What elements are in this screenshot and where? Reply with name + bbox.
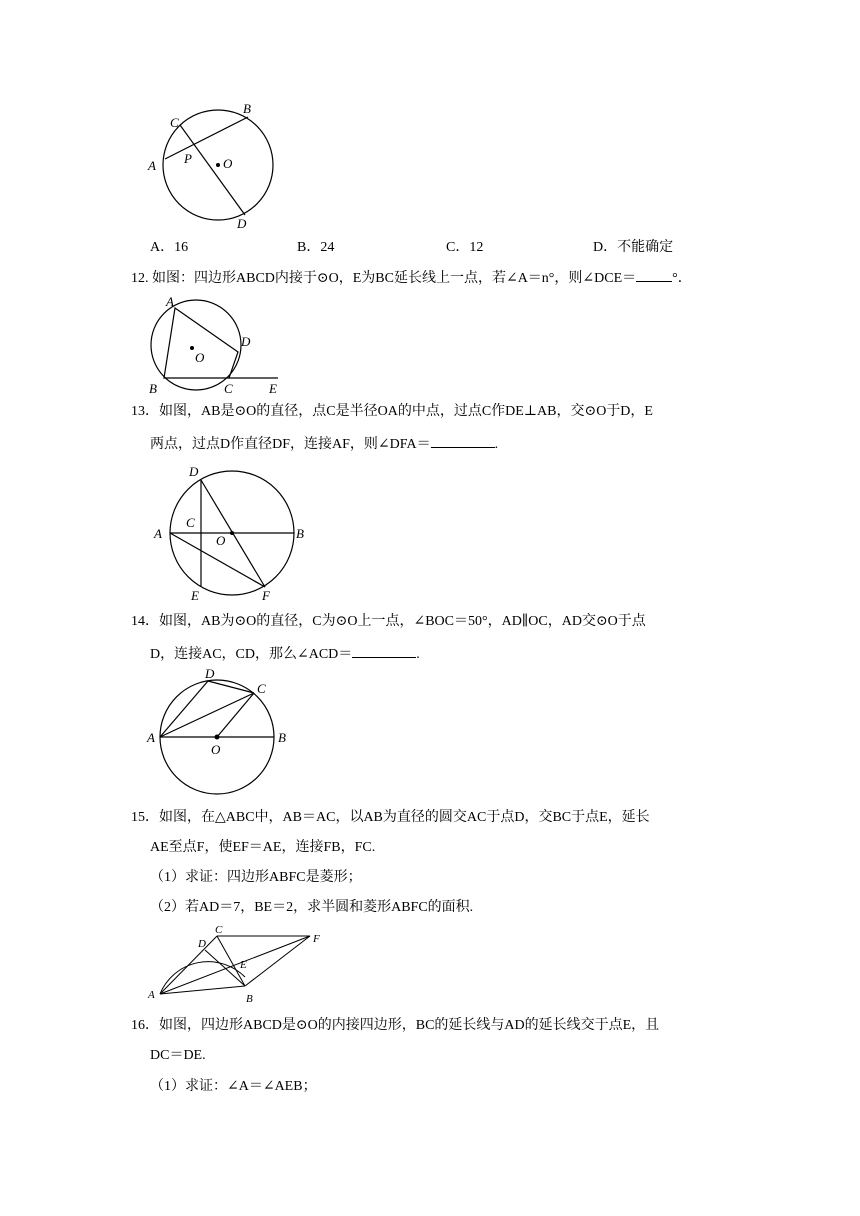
q13-label-o: O [216,533,226,548]
q15-sub2: （2）若AD＝7，BE＝2，求半圆和菱形ABFC的面积. [150,900,474,915]
q12-label-c: C [224,381,233,396]
q12-label-o: O [195,350,205,365]
q12-label-a: A [166,294,174,309]
q15-label-f: F [313,933,320,945]
answer-blank [352,643,416,658]
q13-label-c: C [186,515,195,530]
q11-option-d: D．不能确定 [593,240,674,255]
q13-line1: 13．如图，AB是⊙O的直径，点C是半径OA的中点，过点C作DE⊥AB，交⊙O于D，E [131,404,653,419]
q12-label-d: D [241,334,251,349]
q11-option-b: B．24 [297,240,335,255]
q13-label-d: D [189,464,199,479]
q15-label-b: B [246,993,253,1005]
q14-label-b: B [278,730,286,745]
q13-label-a: A [154,526,162,541]
q13-label-e: E [191,588,199,603]
q13-label-b: B [296,526,304,541]
q15-label-d: D [198,938,206,950]
q11-option-a: A．16 [150,240,189,255]
q13-label-f: F [262,588,270,603]
q15-label-a: A [148,989,155,1001]
q13-line2: 两点，过点D作直径DF，连接AF，则∠DFA＝ . [150,433,498,455]
q15-sub1: （1）求证：四边形ABFC是菱形； [150,870,362,885]
answer-blank [431,433,495,448]
q12-figure [140,290,290,400]
q11-label-o: O [223,156,233,171]
q11-option-c: C．12 [446,240,484,255]
q16-sub1: （1）求证：∠A＝∠AEB； [150,1079,317,1094]
q11-label-d: D [237,216,247,231]
q11-label-p: P [184,151,192,166]
q15-line2: AE至点F，使EF＝AE，连接FB，FC. [150,840,376,855]
q14-label-c: C [257,681,266,696]
q15-label-c: C [215,924,223,936]
q12-label-e: E [269,381,277,396]
q15-label-e: E [240,959,247,971]
q13-figure [148,460,318,605]
q12-label-b: B [149,381,157,396]
q14-line2: D，连接AC，CD，那么∠ACD＝ . [150,643,420,665]
answer-blank [636,267,672,282]
q11-label-a: A [148,158,156,173]
q14-label-d: D [205,666,215,681]
q15-figure [145,922,335,1010]
q11-figure [140,95,290,235]
q11-label-c: C [170,115,179,130]
q16-line1: 16．如图，四边形ABCD是⊙O的内接四边形，BC的延长线与AD的延长线交于点E，且 [131,1018,660,1033]
q14-label-o: O [211,742,221,757]
q12-text: 12. 如图：四边形ABCD内接于⊙O，E为BC延长线上一点，若∠A＝n°，则∠DCE＝ °． [131,267,692,289]
q11-label-b: B [243,101,251,116]
q14-line1: 14．如图，AB为⊙O的直径，C为⊙O上一点，∠BOC＝50°，AD∥OC，AD交⊙O于点 [131,614,646,629]
q14-figure [145,664,305,799]
q14-label-a: A [147,730,155,745]
q16-line2: DC＝DE. [150,1048,206,1063]
q15-line1: 15．如图，在△ABC中，AB＝AC，以AB为直径的圆交AC于点D，交BC于点E，延长 [131,810,650,825]
